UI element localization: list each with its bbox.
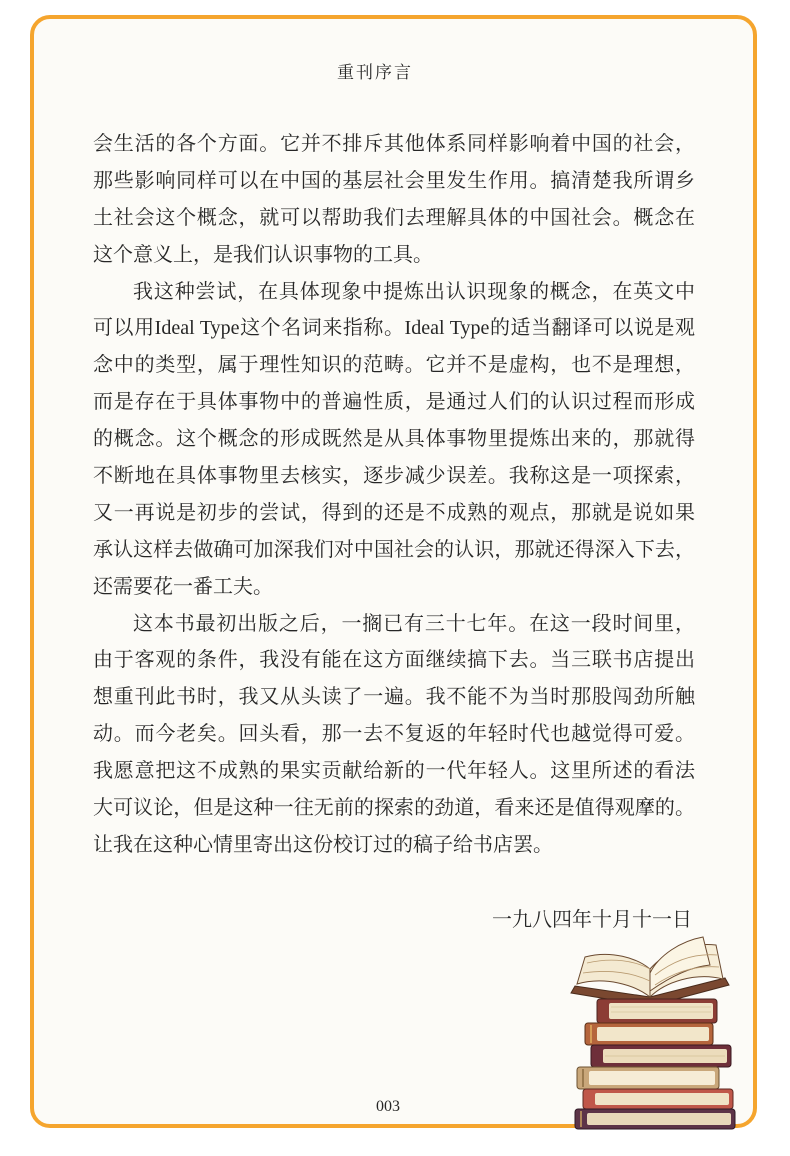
body-text: [93, 126, 695, 864]
book-3: [591, 1045, 731, 1067]
text-line: 又一再说是初步的尝试，得到的还是不成熟的观点，那就是说如果: [93, 501, 695, 524]
text-line: 我愿意把这不成熟的果实贡献给新的一代年轻人。这里所述的看法: [93, 760, 695, 783]
text-line: 这个意义上，是我们认识事物的工具。: [93, 243, 433, 266]
page-number: 003: [376, 1098, 400, 1115]
text-line: 不断地在具体事物里去核实，逐步减少误差。我称这是一项探索，: [93, 465, 695, 488]
signature-date: 一九八四年十月十一日: [492, 909, 692, 931]
book-1: [597, 999, 717, 1023]
text-line: 还需要花一番工夫。: [93, 575, 273, 598]
text-line: 动。而今老矣。回头看，那一去不复返的年轻时代也越觉得可爱。: [93, 723, 695, 746]
text-line: 这本书最初出版之后，一搁已有三十七年。在这一段时间里，: [133, 612, 695, 635]
text-line: 那些影响同样可以在中国的基层社会里发生作用。搞清楚我所谓乡: [93, 169, 695, 192]
stacked-books-icon: [555, 935, 745, 1130]
book-2: [585, 1023, 713, 1045]
text-line: 想重刊此书时，我又从头读了一遍。我不能不为当时那股闯劲所触: [93, 686, 695, 709]
text-line: 由于客观的条件，我没有能在这方面继续搞下去。当三联书店提出: [93, 649, 695, 672]
text-line: 会生活的各个方面。它并不排斥其他体系同样影响着中国的社会，: [93, 133, 695, 155]
book-6: [575, 1109, 735, 1129]
text-line: 让我在这种心情里寄出这份校订过的稿子给书店罢。: [93, 833, 553, 856]
book-5: [583, 1089, 733, 1109]
text-line: 而是存在于具体事物中的普遍性质，是通过人们的认识过程而形成: [93, 391, 695, 414]
text-line: 土社会这个概念，就可以帮助我们去理解具体的中国社会。概念在: [93, 206, 695, 229]
book-4: [577, 1067, 719, 1089]
text-line: 承认这样去做确可加深我们对中国社会的认识，那就还得深入下去，: [93, 538, 695, 561]
text-line: 念中的类型，属于理性知识的范畴。它并不是虚构，也不是理想，: [93, 354, 695, 377]
text-line: 我这种尝试，在具体现象中提炼出认识现象的概念，在英文中: [133, 280, 695, 303]
open-book: [571, 937, 729, 1006]
running-header: 重刊序言: [337, 63, 413, 82]
text-line: 大可议论，但是这种一往无前的探索的劲道，看来还是值得观摩的。: [93, 797, 695, 820]
text-line: 的概念。这个概念的形成既然是从具体事物里提炼出来的，那就得: [93, 428, 695, 451]
text-line: 可以用Ideal Type这个名词来指称。Ideal Type的适当翻译可以说是观: [93, 317, 695, 340]
